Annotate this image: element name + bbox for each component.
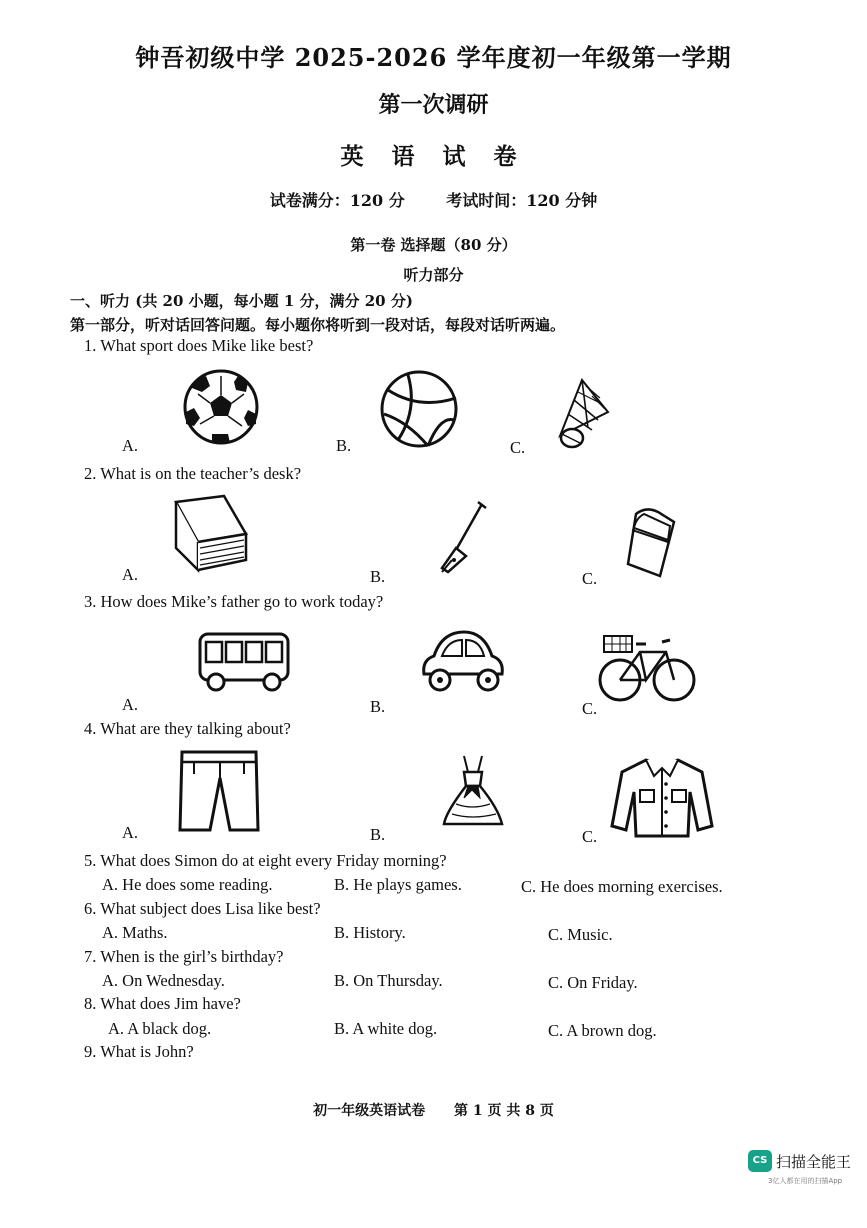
dress-icon [442,752,504,828]
exam-time: 考试时间：120 分钟 [446,191,598,210]
q2-option-a: A. [122,565,139,584]
part-heading: 听力部分 [403,266,464,284]
q1-option-b: B. [336,436,352,455]
q8-option-c: C. A brown dog. [548,1021,657,1040]
question-9: 9. What is John? [84,1042,194,1061]
paper-name: 初一年级英语试卷 [313,1103,426,1119]
q5-option-c: C. He does morning exercises. [521,877,723,896]
listening-heading: 一、听力 (共 20 小题，每小题 1 分，满分 20 分) [70,292,413,310]
q8-option-b: B. A white dog. [334,1019,438,1038]
shirt-icon [610,754,714,838]
q1-option-a: A. [122,436,139,455]
q3-option-a: A. [122,695,139,714]
shuttlecock-icon [552,372,612,452]
full-score: 试卷满分：120 分 [269,191,405,210]
question-1: 1. What sport does Mike like best? [84,336,314,355]
q8-option-a: A. A black dog. [108,1019,212,1038]
q4-option-b: B. [370,825,386,844]
page-footer [0,1100,867,1120]
basketball-icon [378,370,460,448]
exam-subtitle: 第一次调研 [378,92,489,118]
q6-option-c: C. Music. [548,925,613,944]
q7-option-a: A. On Wednesday. [102,971,225,990]
question-3: 3. How does Mike’s father go to work today? [84,592,384,611]
watermark-name: 扫描全能王 [776,1153,852,1171]
q7-option-b: B. On Thursday. [334,971,443,990]
soccer-ball-icon [182,368,260,446]
pen-icon [438,500,488,576]
page-number: 第 1 页 共 8 页 [454,1103,554,1119]
question-4: 4. What are they talking about? [84,719,291,738]
q4-option-c: C. [582,827,598,846]
scanner-watermark [748,1150,858,1190]
question-2: 2. What is on the teacher’s desk? [84,464,302,483]
exam-meta [0,188,867,211]
q2-option-c: C. [582,569,598,588]
eraser-icon [622,508,680,582]
q2-option-b: B. [370,567,386,586]
q5-option-b: B. He plays games. [334,875,462,894]
q6-option-a: A. Maths. [102,923,168,942]
trousers-icon [174,748,264,832]
question-6: 6. What subject does Lisa like best? [84,899,321,918]
watermark-tagline: 3亿人都在用的扫描App [768,1177,843,1185]
q3-option-b: B. [370,697,386,716]
car-icon [418,626,508,696]
q4-option-a: A. [122,823,139,842]
question-5: 5. What does Simon do at eight every Friday morning? [84,851,447,870]
q3-option-c: C. [582,699,598,718]
q5-option-a: A. He does some reading. [102,875,273,894]
question-7: 7. When is the girl’s birthday? [84,947,284,966]
q1-option-c: C. [510,438,526,457]
exam-subject: 英 语 试 卷 [340,143,527,170]
q6-option-b: B. History. [334,923,406,942]
bus-icon [196,630,292,694]
question-8: 8. What does Jim have? [84,994,241,1013]
volume-heading: 第一卷 选择题（80 分） [350,236,517,254]
listening-instruction: 第一部分，听对话回答问题。每小题你将听到一段对话，每段对话听两遍。 [70,316,566,334]
exam-title: 钟吾初级中学 2025-2026 学年度初一年级第一学期 [135,43,732,72]
book-icon [170,494,250,572]
q7-option-c: C. On Friday. [548,973,638,992]
bicycle-icon [596,630,696,706]
camscanner-logo-icon: CS [748,1150,772,1172]
